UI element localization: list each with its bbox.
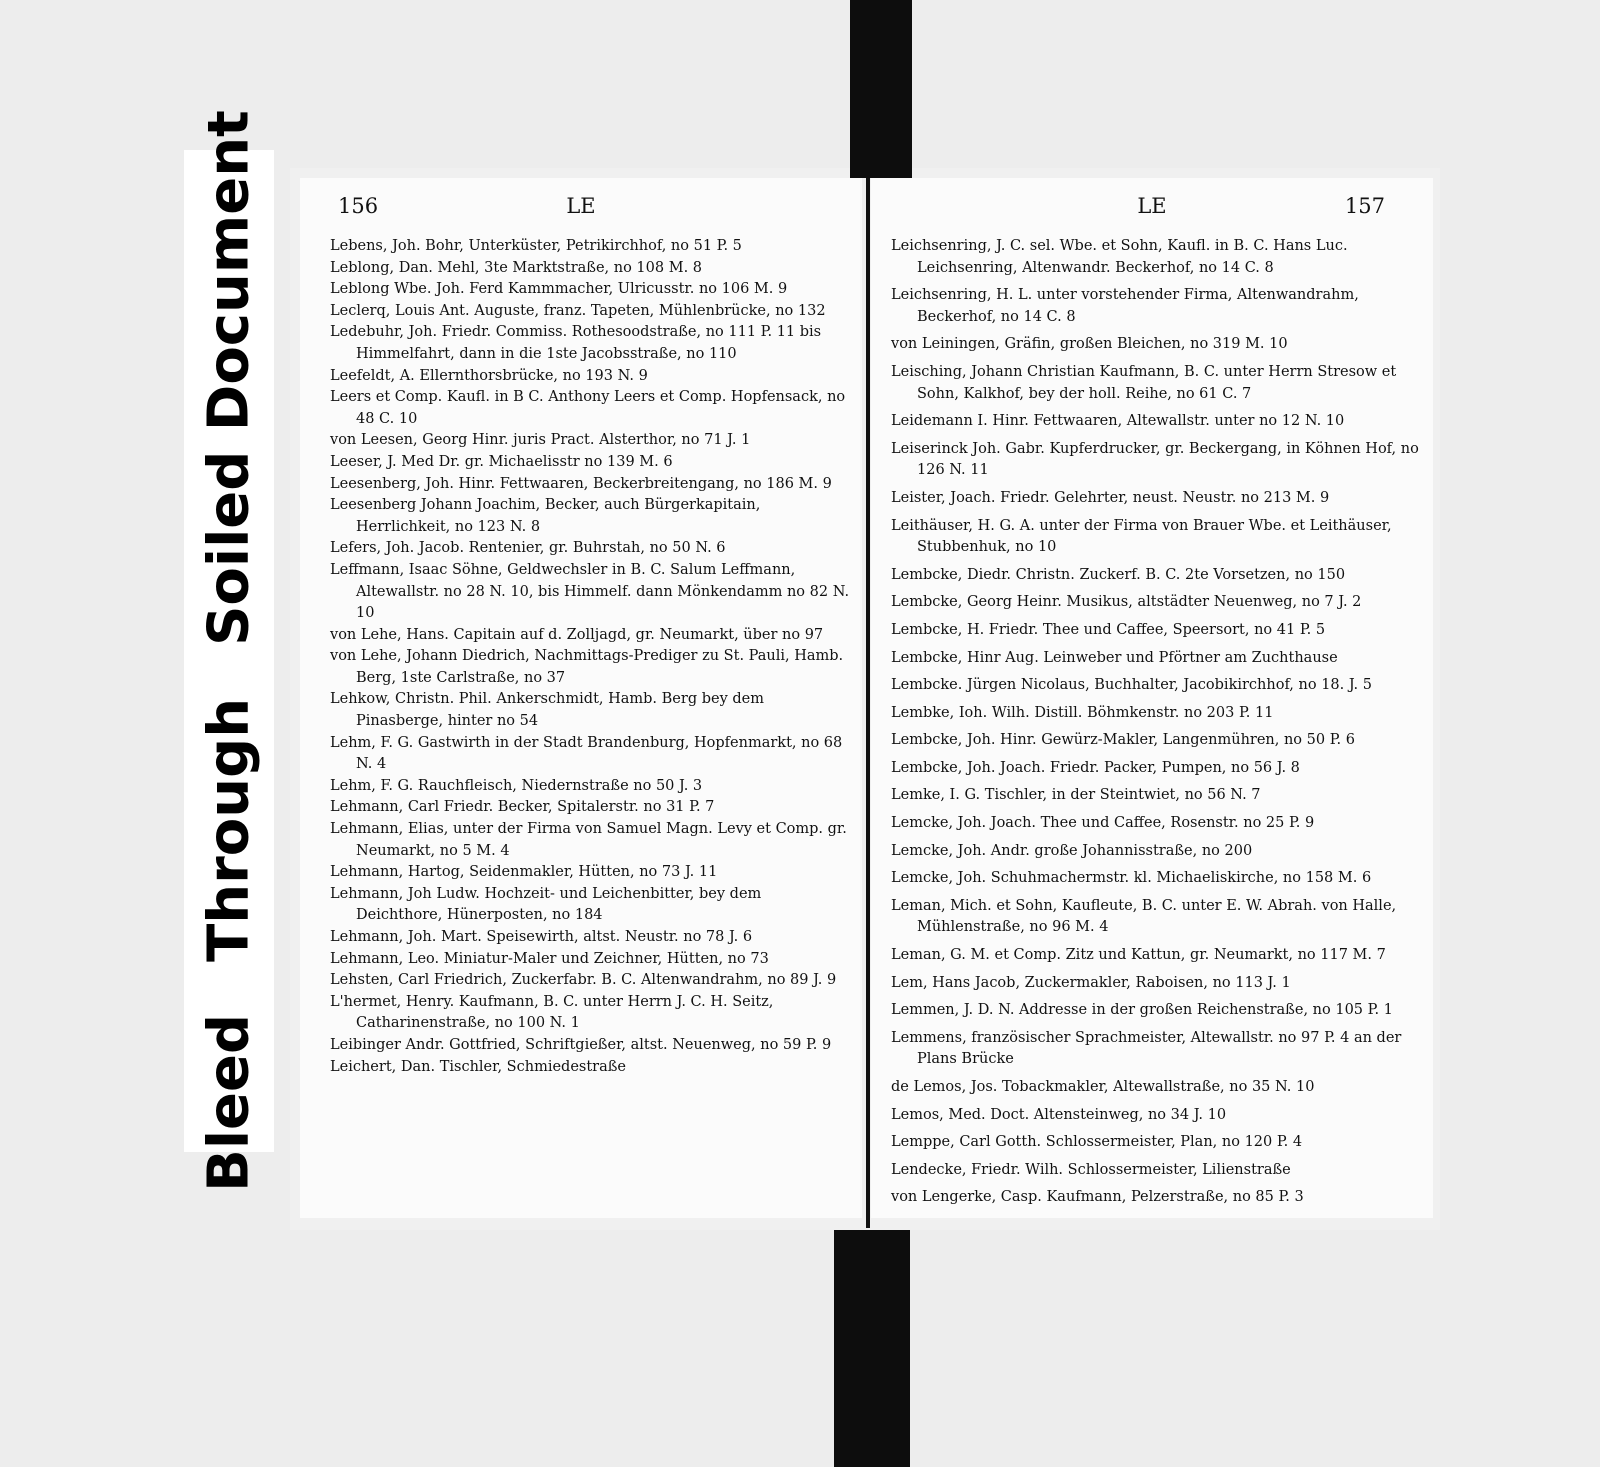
overlay-word-soiled-document: Soiled Document [196,110,262,646]
left-page-number: 156 [338,194,379,218]
directory-entry: Lembcke, Joh. Joach. Friedr. Packer, Pumpen, no 56 J. 8 [891,759,1300,776]
directory-entry: von Leiningen, Gräfin, großen Bleichen, no 319 M. 10 [891,336,1288,353]
page-gutter [866,178,870,1228]
directory-entry: Lembcke, Diedr. Christn. Zuckerf. B. C. 2te Vorsetzen, no 150 [891,566,1346,583]
directory-entry: Leidemann I. Hinr. Fettwaaren, Altewallstr. unter no 12 N. 10 [891,413,1345,430]
directory-entry: Lembcke, Joh. Hinr. Gewürz-Makler, Langenmühren, no 50 P. 6 [891,732,1355,749]
left-page-header [300,194,862,224]
directory-entry: Leichsenring, J. C. sel. Wbe. et Sohn, Kaufl. in B. C. Hans Luc. Leichsenring, Altenwandr. Beckerhof, no 14 C. 8 [891,238,1348,276]
directory-entry: Leisching, Johann Christian Kaufmann, B. C. unter Herrn Stresow et Sohn, Kalkhof, bey der holl. Reihe, no 61 C. 7 [891,363,1397,402]
directory-entry: Ledebuhr, Joh. Friedr. Commiss. Rothesoodstraße, no 111 P. 11 bis Himmelfahrt, dann in die 1ste Jacobsstraße, no 110 [330,324,822,362]
overlay-word-through: Through [196,697,262,962]
directory-entry: Leers et Comp. Kaufl. in B C. Anthony Leers et Comp. Hopfensack, no 48 C. 10 [330,389,846,427]
directory-entry: von Lehe, Hans. Capitain auf d. Zolljagd, gr. Neumarkt, über no 97 [330,626,824,643]
directory-entry: de Lemos, Jos. Tobackmakler, Altewallstraße, no 35 N. 10 [891,1079,1315,1095]
directory-entry: Leister, Joach. Friedr. Gelehrter, neust. Neustr. no 213 M. 9 [891,489,1330,506]
directory-entry: Lem, Hans Jacob, Zuckermakler, Raboisen, no 113 J. 1 [891,974,1291,991]
binding-tab-top [850,0,912,178]
left-page [300,178,862,1218]
directory-entry: Lehm, F. G. Gastwirth in der Stadt Brandenburg, Hopfenmarkt, no 68 N. 4 [330,734,843,773]
directory-entry: von Leesen, Georg Hinr. juris Pract. Alsterthor, no 71 J. 1 [330,432,751,449]
directory-entry: Leblong, Dan. Mehl, 3te Marktstraße, no 108 M. 8 [330,259,703,276]
directory-entry: Lehmann, Hartog, Seidenmakler, Hütten, no 73 J. 11 [330,864,718,881]
binding-tab-bottom [834,1230,910,1467]
directory-entry: Lefers, Joh. Jacob. Rentenier, gr. Buhrstah, no 50 N. 6 [330,540,726,557]
directory-entry: von Lengerke, Casp. Kaufmann, Pelzerstraße, no 85 P. 3 [891,1189,1304,1206]
directory-entry: Lembcke, H. Friedr. Thee und Caffee, Speersort, no 41 P. 5 [891,621,1326,638]
directory-entry: Lembcke. Jürgen Nicolaus, Buchhalter, Jacobikirchhof, no 18. J. 5 [891,677,1372,694]
directory-entry: Lehmann, Joh Ludw. Hochzeit- und Leichenbitter, bey dem Deichthore, Hünerposten, no 184 [330,885,762,924]
directory-entry: Lemke, I. G. Tischler, in der Steintwiet, no 56 N. 7 [891,787,1261,804]
right-page-header [871,194,1433,224]
directory-entry: Lemmens, französischer Sprachmeister, Altewallstr. no 97 P. 4 an der Plans Brücke [891,1029,1402,1068]
directory-entry: Lehkow, Christn. Phil. Ankerschmidt, Hamb. Berg bey dem Pinasberge, hinter no 54 [330,691,764,730]
directory-entry: Leman, Mich. et Sohn, Kaufleute, B. C. unter E. W. Abrah. von Halle, Mühlenstraße, no 96 M. 4 [891,897,1397,936]
directory-entry: Leeser, J. Med Dr. gr. Michaelisstr no 139 M. 6 [330,453,673,470]
directory-entry: Lembke, Ioh. Wilh. Distill. Böhmkenstr. no 203 P. 11 [891,704,1274,721]
directory-entry: Leclerq, Louis Ant. Auguste, franz. Tapeten, Mühlenbrücke, no 132 [330,302,826,319]
directory-entry: Lemppe, Carl Gotth. Schlossermeister, Plan, no 120 P. 4 [891,1134,1303,1151]
directory-entry: Lemcke, Joh. Andr. große Johannisstraße, no 200 [891,842,1253,859]
directory-entry: Lemos, Med. Doct. Altensteinweg, no 34 J. 10 [891,1106,1227,1123]
directory-entry: Lembcke, Hinr Aug. Leinweber und Pförtner am Zuchthause [891,649,1338,666]
directory-entry: Leman, G. M. et Comp. Zitz und Kattun, gr. Neumarkt, no 117 M. 7 [891,947,1386,964]
right-page-number: 157 [1344,194,1385,218]
directory-entry: Leithäuser, H. G. A. unter der Firma von Brauer Wbe. et Leithäuser, Stubbenhuk, no 10 [891,517,1392,556]
overlay-word-bleed: Bleed [196,1013,262,1192]
left-page-letter-header: LE [566,194,596,218]
directory-entry: von Lehe, Johann Diedrich, Nachmittags-Prediger zu St. Pauli, Hamb. Berg, 1ste Carlstraße, no 37 [330,648,844,686]
right-page-entry-list [891,236,1421,1215]
directory-entry: Lehmann, Carl Friedr. Becker, Spitalerstr. no 31 P. 7 [330,799,715,816]
directory-entry: Leefeldt, A. Ellernthorsbrücke, no 193 N. 9 [330,367,648,384]
directory-entry: Lehmann, Leo. Miniatur-Maler und Zeichner, Hütten, no 73 [330,950,769,967]
directory-entry: Lebens, Joh. Bohr, Unterküster, Petrikirchhof, no 51 P. 5 [330,238,742,254]
directory-entry: Lehsten, Carl Friedrich, Zuckerfabr. B. C. Altenwandrahm, no 89 J. 9 [330,972,837,989]
overlay-label-strip [184,110,274,1192]
directory-entry: Lehm, F. G. Rauchfleisch, Niedernstraße no 50 J. 3 [330,777,703,794]
directory-entry: Leesenberg, Joh. Hinr. Fettwaaren, Beckerbreitengang, no 186 M. 9 [330,475,832,492]
directory-entry: Lehmann, Joh. Mart. Speisewirth, altst. Neustr. no 78 J. 6 [330,929,753,945]
directory-entry: Lembcke, Georg Heinr. Musikus, altstädter Neuenweg, no 7 J. 2 [891,594,1362,611]
overlay-label-text [197,84,262,1218]
directory-entry: L'hermet, Henry. Kaufmann, B. C. unter Herrn J. C. H. Seitz, Catharinenstraße, no 100 N. 1 [330,993,774,1032]
directory-entry: Lemmen, J. D. N. Addresse in der großen Reichenstraße, no 105 P. 1 [891,1002,1393,1019]
right-page [871,178,1433,1218]
directory-entry: Leibinger Andr. Gottfried, Schriftgießer, altst. Neuenweg, no 59 P. 9 [330,1036,832,1053]
left-page-entry-list [330,236,850,1078]
directory-entry: Lehmann, Elias, unter der Firma von Samuel Magn. Levy et Comp. gr. Neumarkt, no 5 M. 4 [330,821,847,859]
right-page-letter-header: LE [1137,194,1167,218]
directory-entry: Leichert, Dan. Tischler, Schmiedestraße [330,1058,627,1075]
directory-entry: Leblong Wbe. Joh. Ferd Kammmacher, Ulricusstr. no 106 M. 9 [330,281,788,298]
directory-entry: Lendecke, Friedr. Wilh. Schlossermeister, Lilienstraße [891,1161,1291,1178]
directory-entry: Lemcke, Joh. Joach. Thee und Caffee, Rosenstr. no 25 P. 9 [891,815,1315,832]
directory-entry: Leesenberg Johann Joachim, Becker, auch Bürgerkapitain, Herrlichkeit, no 123 N. 8 [330,497,761,535]
directory-entry: Leffmann, Isaac Söhne, Geldwechsler in B. C. Salum Leffmann, Altewallstr. no 28 N. 10, bis Himmelf. dann Mönkendamm no 82 N. 10 [330,561,850,622]
directory-entry: Lemcke, Joh. Schuhmachermstr. kl. Michaeliskirche, no 158 M. 6 [891,870,1372,887]
directory-entry: Leiserinck Joh. Gabr. Kupferdrucker, gr. Beckergang, in Köhnen Hof, no 126 N. 11 [891,440,1419,479]
directory-entry: Leichsenring, H. L. unter vorstehender Firma, Altenwandrahm, Beckerhof, no 14 C. 8 [891,287,1359,325]
